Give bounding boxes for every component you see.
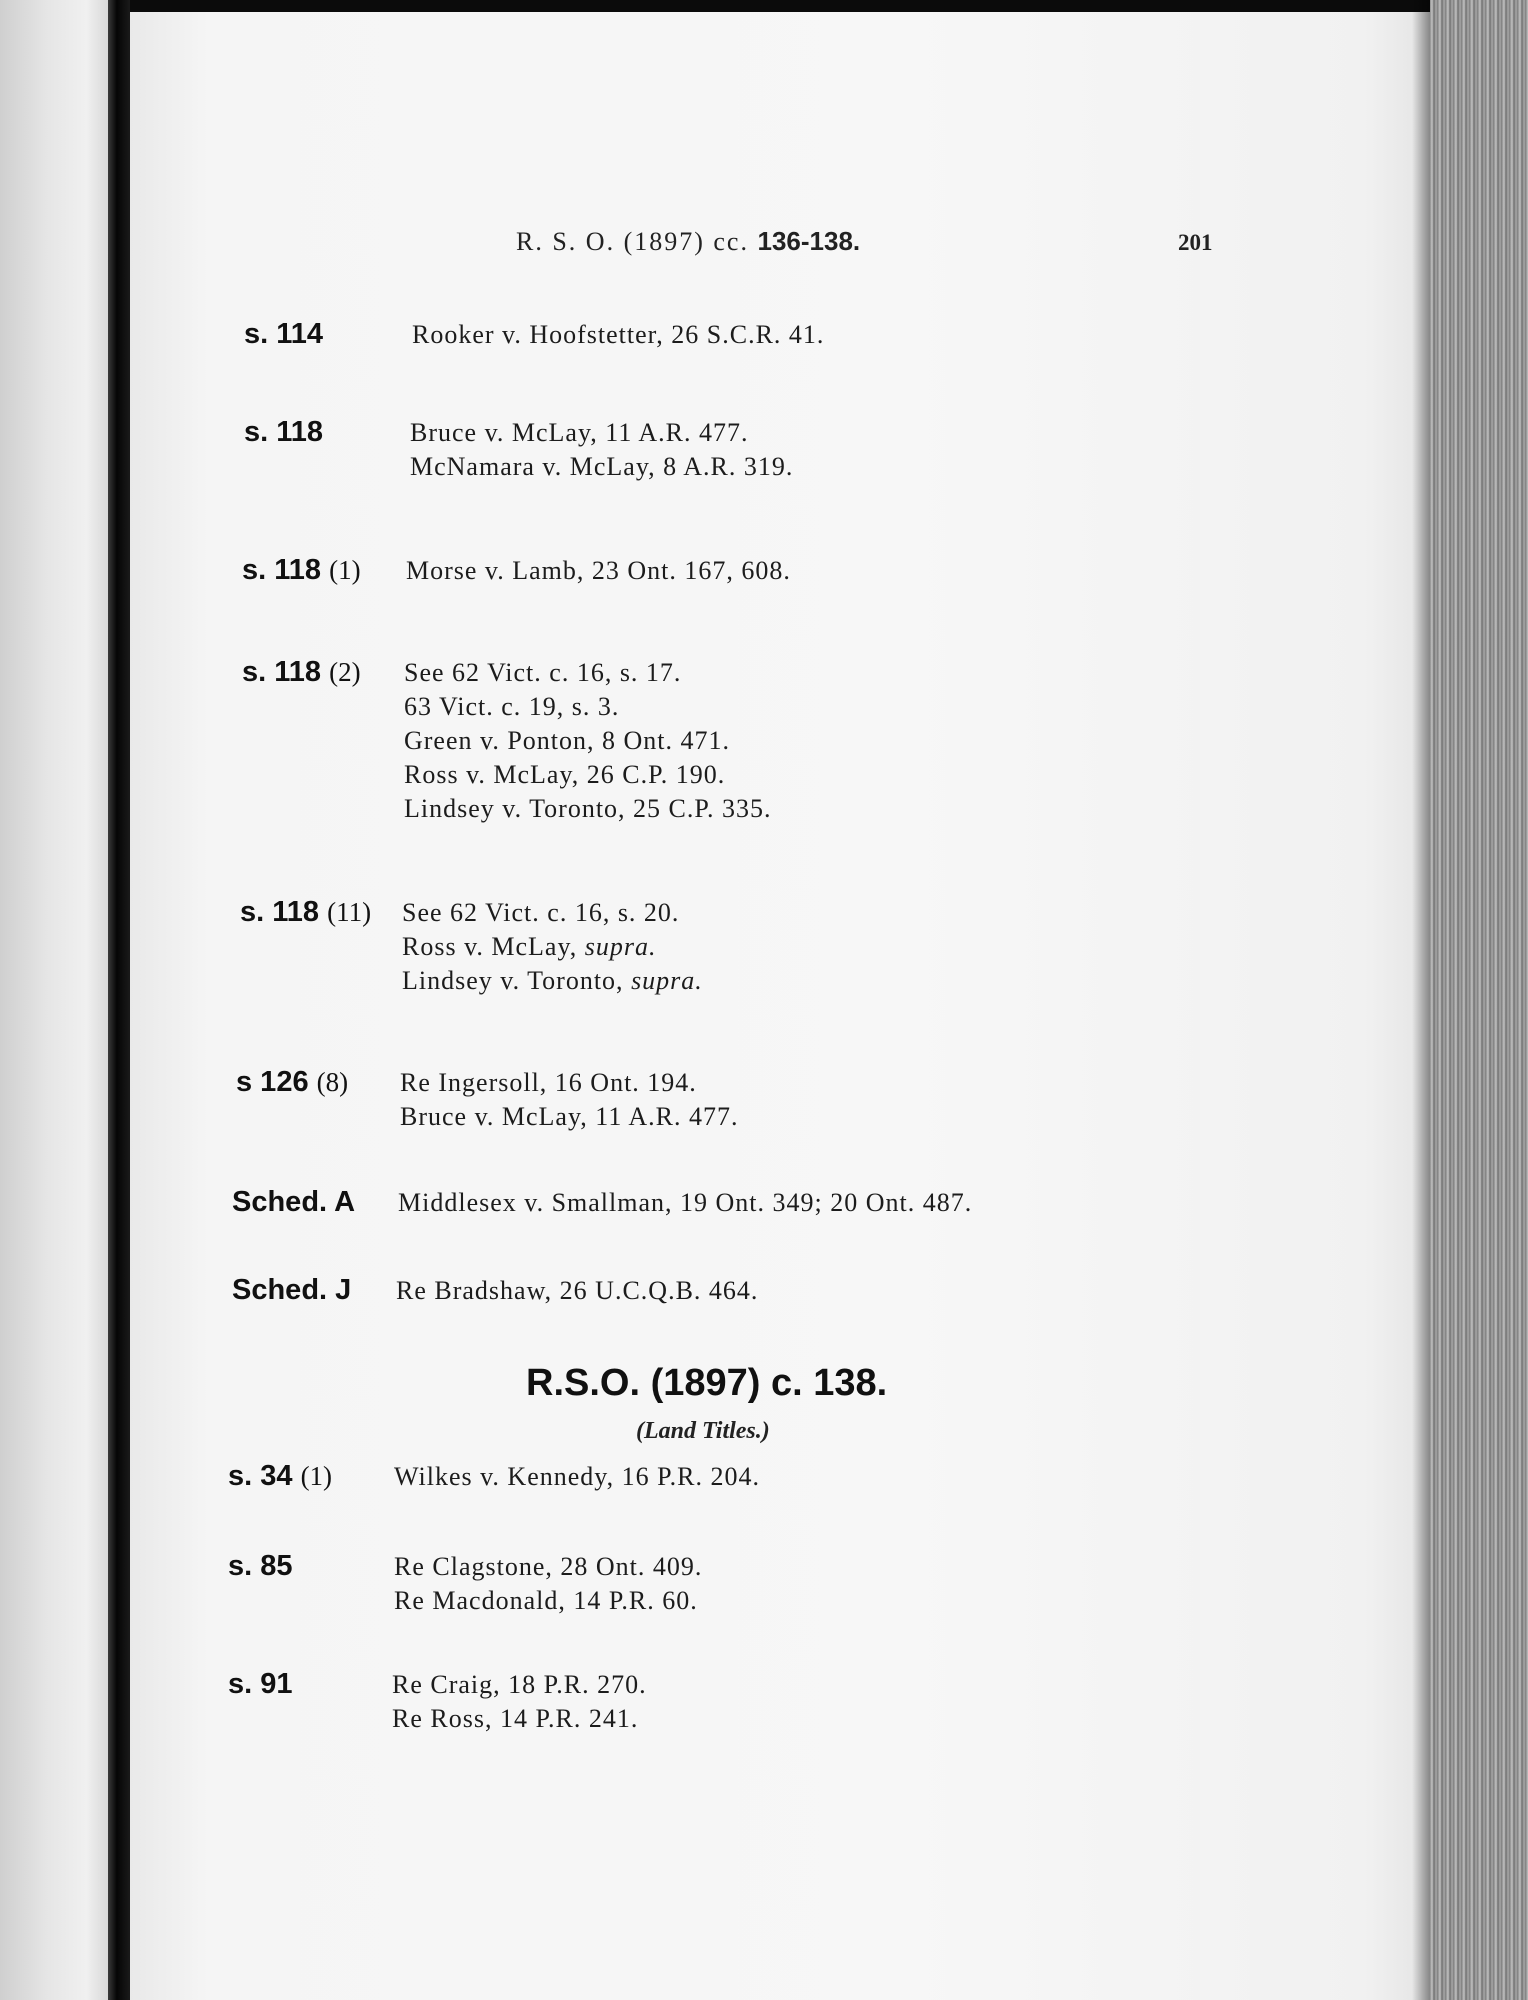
case-citation: Re Ingersoll, 16 Ont. 194.: [400, 1068, 697, 1097]
case-citation: Bruce v. McLay, 11 A.R. 477.: [400, 1102, 739, 1131]
section-label: s. 118 (11): [240, 896, 372, 928]
case-citation: Bruce v. McLay, 11 A.R. 477.: [410, 418, 749, 447]
section-label: s. 34 (1): [228, 1460, 333, 1492]
running-head-prefix: R. S. O. (1897) cc.: [516, 227, 749, 256]
case-citation: Lindsey v. Toronto, 25 C.P. 335.: [404, 794, 772, 823]
case-citation: Wilkes v. Kennedy, 16 P.R. 204.: [394, 1462, 761, 1491]
section-label: s. 118 (1): [242, 554, 361, 586]
section-label: Sched. J: [232, 1274, 352, 1306]
case-citation: Re Craig, 18 P.R. 270.: [392, 1670, 647, 1699]
section-label: s. 118: [244, 416, 324, 448]
case-citation: Re Bradshaw, 26 U.C.Q.B. 464.: [396, 1276, 759, 1305]
case-citation: Middlesex v. Smallman, 19 Ont. 349; 20 Ont. 487.: [398, 1188, 973, 1217]
case-citation: Green v. Ponton, 8 Ont. 471.: [404, 726, 731, 755]
case-citation: Re Clagstone, 28 Ont. 409.: [394, 1552, 703, 1581]
section-label: s. 91: [228, 1668, 293, 1700]
case-citation: 63 Vict. c. 19, s. 3.: [404, 692, 620, 721]
case-citation: See 62 Vict. c. 16, s. 17.: [404, 658, 682, 687]
book-page: [130, 12, 1430, 2000]
page-stack-edge: [1430, 0, 1528, 2000]
section-label: s. 114: [244, 318, 324, 350]
running-head: [516, 226, 860, 257]
case-citation: Morse v. Lamb, 23 Ont. 167, 608.: [406, 556, 791, 585]
chapter-heading: R.S.O. (1897) c. 138.: [526, 1362, 888, 1404]
case-citation: Ross v. McLay, supra.: [402, 932, 657, 961]
section-label: Sched. A: [232, 1186, 356, 1218]
section-label: s. 85: [228, 1550, 293, 1582]
book-gutter: [108, 0, 130, 2000]
section-label: s 126 (8): [236, 1066, 349, 1098]
case-citation: Re Macdonald, 14 P.R. 60.: [394, 1586, 698, 1615]
facing-page-edge: [0, 0, 108, 2000]
case-citation: McNamara v. McLay, 8 A.R. 319.: [410, 452, 794, 481]
case-citation: See 62 Vict. c. 16, s. 20.: [402, 898, 680, 927]
case-citation: Re Ross, 14 P.R. 241.: [392, 1704, 639, 1733]
case-citation: Ross v. McLay, 26 C.P. 190.: [404, 760, 726, 789]
case-citation: Rooker v. Hoofstetter, 26 S.C.R. 41.: [412, 320, 825, 349]
running-head-chapters: 136-138.: [757, 226, 861, 256]
page-number: 201: [1178, 230, 1213, 255]
case-citation: Lindsey v. Toronto, supra.: [402, 966, 703, 995]
section-label: s. 118 (2): [242, 656, 361, 688]
chapter-subtitle: (Land Titles.): [636, 1418, 770, 1444]
